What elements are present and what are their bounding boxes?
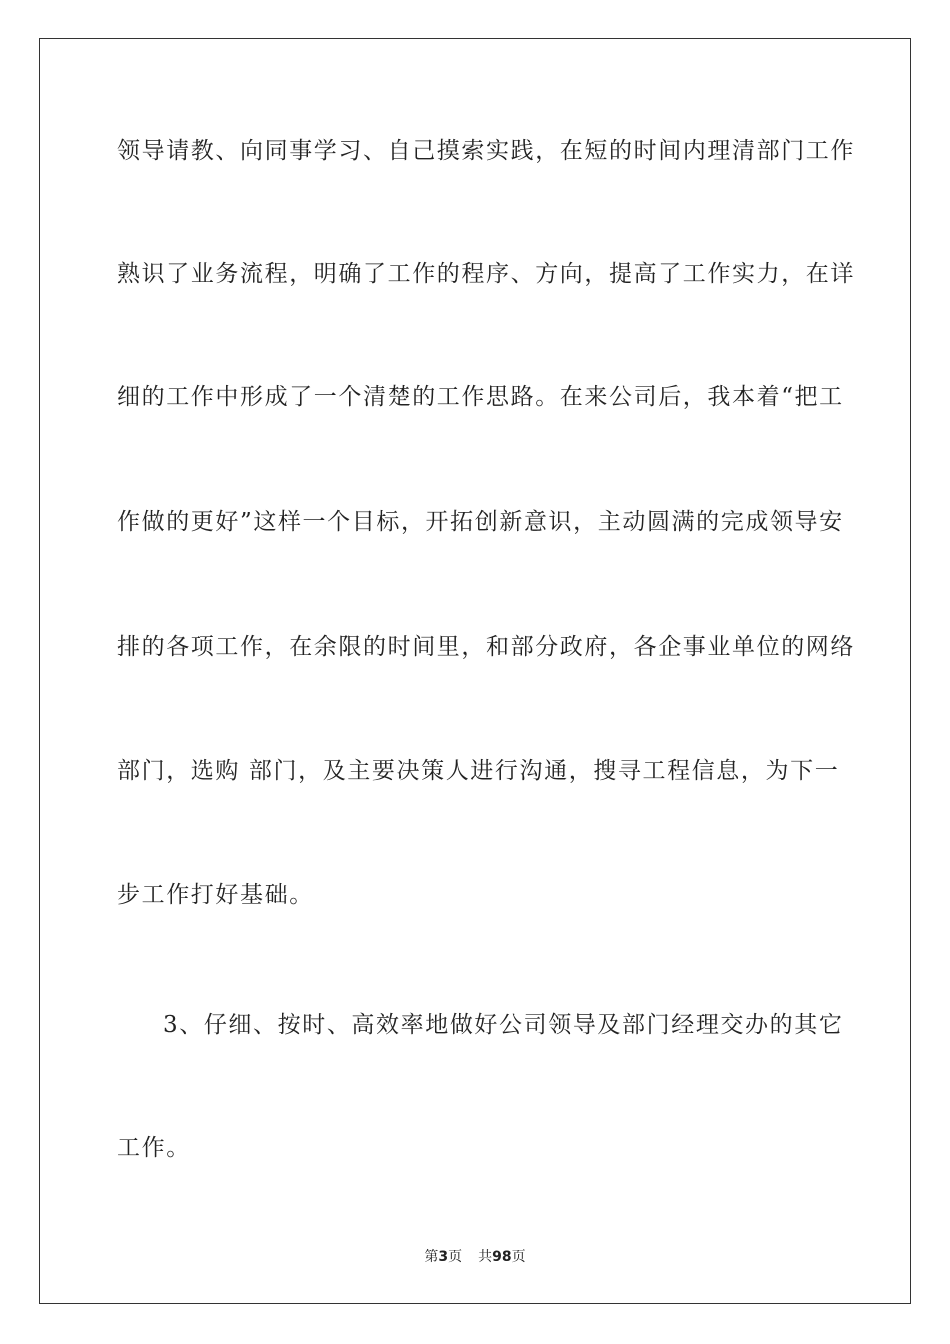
- page-footer: [0, 1247, 950, 1267]
- body-text-line-6: 部门，选购 部门，及主要决策人进行沟通，搜寻工程信息，为下一: [117, 758, 840, 784]
- footer-page-number: 3: [438, 1249, 449, 1265]
- body-text-line-1: 领导请教、向同事学习、自己摸索实践，在短的时间内理清部门工作: [117, 138, 855, 164]
- body-text-line-9: 工作。: [117, 1135, 191, 1161]
- body-text-line-4: 作做的更好”这样一个目标，开拓创新意识，主动圆满的完成领导安: [117, 509, 844, 535]
- body-text-line-3: 细的工作中形成了一个清楚的工作思路。在来公司后，我本着“把工: [117, 384, 844, 410]
- footer-total-prefix: 共: [478, 1249, 493, 1265]
- footer-total-pages: 98: [492, 1249, 512, 1265]
- body-text-line-8: 3、仔细、按时、高效率地做好公司领导及部门经理交办的其它: [163, 1012, 844, 1038]
- body-text-line-7: 步工作打好基础。: [117, 882, 314, 908]
- page-frame: [39, 38, 911, 1304]
- footer-page-prefix: 第: [424, 1249, 439, 1265]
- body-text-line-5: 排的各项工作，在余限的时间里，和部分政府，各企事业单位的网络: [117, 634, 855, 660]
- body-text-line-2: 熟识了业务流程，明确了工作的程序、方向，提高了工作实力，在详: [117, 261, 855, 287]
- footer-page-suffix: 页: [448, 1249, 463, 1265]
- footer-total-suffix: 页: [511, 1249, 526, 1265]
